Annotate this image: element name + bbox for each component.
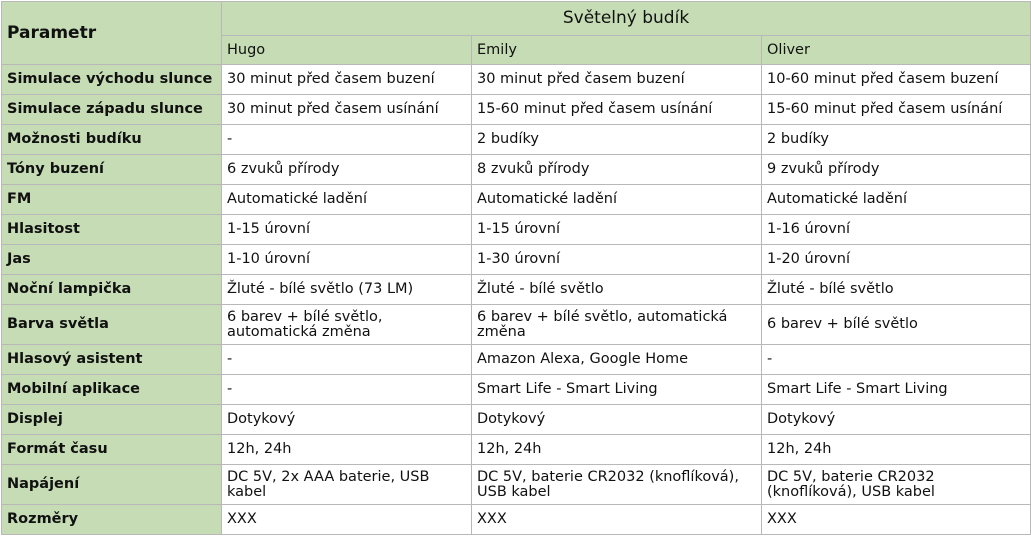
table-cell: Žluté - bílé světlo <box>472 275 762 305</box>
table-cell: 9 zvuků přírody <box>762 155 1031 185</box>
row-label: Rozměry <box>2 505 222 535</box>
table-cell: Automatické ladění <box>222 185 472 215</box>
row-label: Možnosti budíku <box>2 125 222 155</box>
table-cell: Dotykový <box>762 405 1031 435</box>
table-cell: Amazon Alexa, Google Home <box>472 345 762 375</box>
row-label: Displej <box>2 405 222 435</box>
table-cell: 8 zvuků přírody <box>472 155 762 185</box>
table-row <box>2 215 1031 245</box>
table-cell: Dotykový <box>222 405 472 435</box>
table-cell: 1-15 úrovní <box>222 215 472 245</box>
table-cell: 15-60 minut před časem usínání <box>762 95 1031 125</box>
table-cell: - <box>762 345 1031 375</box>
table-cell: 1-15 úrovní <box>472 215 762 245</box>
group-header: Světelný budík <box>222 2 1031 36</box>
corner-header: Parametr <box>2 2 222 65</box>
table-row <box>2 375 1031 405</box>
table-cell: XXX <box>762 505 1031 535</box>
row-label: FM <box>2 185 222 215</box>
table-row <box>2 125 1031 155</box>
table-row <box>2 505 1031 535</box>
table-row <box>2 465 1031 505</box>
table-cell: 30 minut před časem usínání <box>222 95 472 125</box>
row-label: Simulace východu slunce <box>2 65 222 95</box>
table-cell: 15-60 minut před časem usínání <box>472 95 762 125</box>
header-row-group <box>2 2 1031 36</box>
table-cell: XXX <box>472 505 762 535</box>
table-cell: 12h, 24h <box>222 435 472 465</box>
table-cell: 6 barev + bílé světlo, automatická změna <box>222 305 472 345</box>
row-label: Tóny buzení <box>2 155 222 185</box>
table-row <box>2 435 1031 465</box>
table-cell: - <box>222 125 472 155</box>
table-cell: 2 budíky <box>472 125 762 155</box>
table-cell: 1-20 úrovní <box>762 245 1031 275</box>
table-cell: - <box>222 375 472 405</box>
table-cell: 30 minut před časem buzení <box>222 65 472 95</box>
table-row <box>2 185 1031 215</box>
table-cell: 2 budíky <box>762 125 1031 155</box>
table-cell: 10-60 minut před časem buzení <box>762 65 1031 95</box>
table-cell: Dotykový <box>472 405 762 435</box>
table-cell: 6 zvuků přírody <box>222 155 472 185</box>
table-cell: - <box>222 345 472 375</box>
table-row <box>2 95 1031 125</box>
row-label: Barva světla <box>2 305 222 345</box>
table-cell: 6 barev + bílé světlo <box>762 305 1031 345</box>
table-cell: 1-30 úrovní <box>472 245 762 275</box>
row-label: Simulace západu slunce <box>2 95 222 125</box>
table-cell: DC 5V, baterie CR2032 (knoflíková), USB kabel <box>472 465 762 505</box>
column-header-emily: Emily <box>472 36 762 65</box>
row-label: Formát času <box>2 435 222 465</box>
table-row <box>2 345 1031 375</box>
table-cell: 1-16 úrovní <box>762 215 1031 245</box>
table-row <box>2 305 1031 345</box>
table-cell: Automatické ladění <box>472 185 762 215</box>
table-cell: 1-10 úrovní <box>222 245 472 275</box>
table-cell: Žluté - bílé světlo (73 LM) <box>222 275 472 305</box>
row-label: Mobilní aplikace <box>2 375 222 405</box>
table-cell: DC 5V, 2x AAA baterie, USB kabel <box>222 465 472 505</box>
table-cell: DC 5V, baterie CR2032 (knoflíková), USB kabel <box>762 465 1031 505</box>
table-cell: Žluté - bílé světlo <box>762 275 1031 305</box>
column-header-oliver: Oliver <box>762 36 1031 65</box>
table-cell: 12h, 24h <box>472 435 762 465</box>
table-cell: Automatické ladění <box>762 185 1031 215</box>
row-label: Jas <box>2 245 222 275</box>
row-label: Hlasový asistent <box>2 345 222 375</box>
table-row <box>2 155 1031 185</box>
table-row <box>2 275 1031 305</box>
row-label: Hlasitost <box>2 215 222 245</box>
table-cell: 12h, 24h <box>762 435 1031 465</box>
table-cell: 6 barev + bílé světlo, automatická změna <box>472 305 762 345</box>
table-row <box>2 245 1031 275</box>
table-cell: XXX <box>222 505 472 535</box>
comparison-table <box>1 1 1031 535</box>
table-row <box>2 405 1031 435</box>
row-label: Napájení <box>2 465 222 505</box>
row-label: Noční lampička <box>2 275 222 305</box>
table-cell: Smart Life - Smart Living <box>472 375 762 405</box>
table-cell: Smart Life - Smart Living <box>762 375 1031 405</box>
table-row <box>2 65 1031 95</box>
column-header-hugo: Hugo <box>222 36 472 65</box>
table-cell: 30 minut před časem buzení <box>472 65 762 95</box>
